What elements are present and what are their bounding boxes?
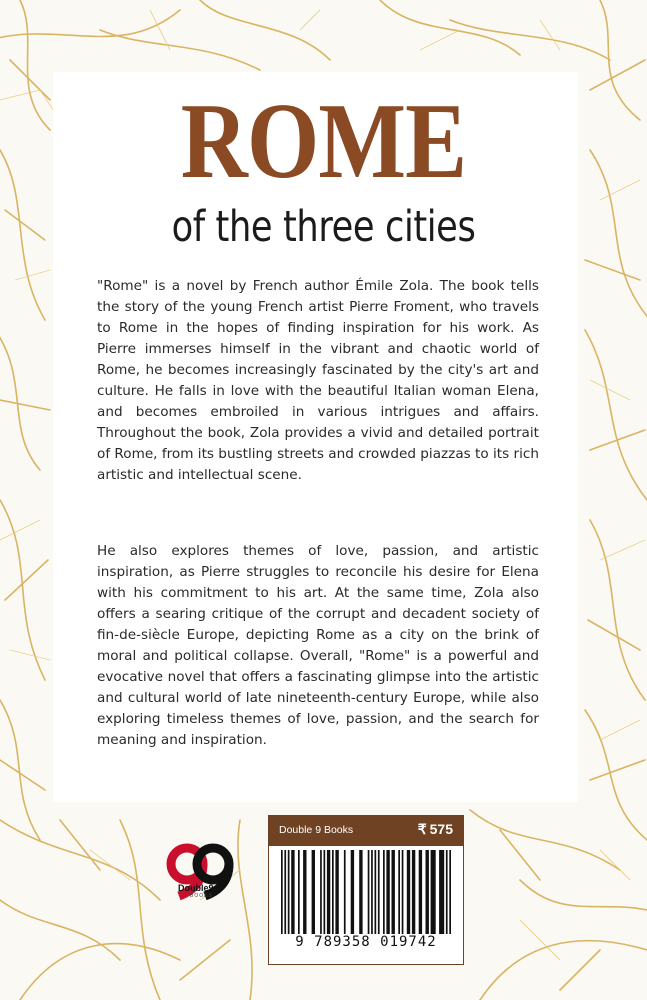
barcode-box [268, 815, 464, 965]
barcode-bar [392, 850, 395, 934]
barcode-bar [303, 850, 306, 934]
barcode-bar [344, 850, 346, 934]
barcode-bar [431, 850, 436, 934]
barcode-bar [351, 850, 354, 934]
barcode-bar [291, 850, 294, 934]
barcode-bar [402, 850, 404, 934]
currency-symbol: ₹ [417, 821, 427, 837]
barcode-bar [284, 850, 286, 934]
barcode-bar [320, 850, 322, 934]
publisher-name: Double 9 Books [279, 824, 354, 836]
price-amount: 575 [429, 821, 453, 837]
barcode-bar [446, 850, 448, 934]
barcode-bar [386, 850, 389, 934]
barcode-bar [419, 850, 422, 934]
barcode-bar [426, 850, 429, 934]
barcode-bar [371, 850, 373, 934]
price-label [418, 821, 453, 838]
price-bar [269, 816, 463, 846]
barcode-bar [327, 850, 330, 934]
barcode-bar [281, 850, 283, 934]
barcode-bar [359, 850, 362, 934]
book-subtitle: of the three cities [171, 202, 476, 252]
publisher-logo-text: Double9 [178, 883, 214, 893]
barcode-bar [439, 850, 444, 934]
barcode-bar [378, 850, 380, 934]
barcode-bar [383, 850, 385, 934]
barcode-bar [298, 850, 300, 934]
barcode-bar [312, 850, 315, 934]
isbn-number: 9 789358 019742 [295, 934, 437, 950]
barcode-bar [324, 850, 326, 934]
barcode-bar [368, 850, 370, 934]
barcode-bar [288, 850, 290, 934]
publisher-logo-subtext: BOOKS [190, 893, 213, 899]
description-paragraph-1: "Rome" is a novel by French author Émile Zola. The book tells the story of the young French artist Pierre Froment, who travels to Rome in the hopes of finding inspiration for his work. As Pierre immerses himself in the vibrant and chaotic world of Rome, he becomes increasingly fascinated by the city's art and culture. He falls in love with the beautiful Italian woman Elena, and becomes embroiled in various intrigues and affairs. Throughout the book, Zola provides a vivid and detailed portrait of Rome, from its bustling streets and crowded piazzas to its rich artistic and intellectual scene. [97, 278, 539, 483]
barcode-bar [412, 850, 415, 934]
barcode-bar [398, 850, 400, 934]
description-paragraph-2: He also explores themes of love, passion, and artistic inspiration, as Pierre struggles to reconcile his desire for Elena with his commitment to his art. At the same time, Zola also offers a searing critique of the corrupt and decadent society of fin-de-siècle Europe, depicting Rome as a city on the brink of moral and political collapse. Overall, "Rome" is a powerful and evocative novel that offers a fascinating glimpse into the artistic and cultural world of late nineteenth-century Europe, while also exploring timeless themes of love, passion, and the search for meaning and inspiration. [97, 543, 539, 748]
barcode-bar [375, 850, 377, 934]
barcode-bar [332, 850, 334, 934]
isbn-barcode [277, 850, 455, 934]
barcode-bar [407, 850, 410, 934]
barcode-bar [335, 850, 338, 934]
book-title: ROME [180, 82, 467, 201]
barcode-bar [449, 850, 451, 934]
